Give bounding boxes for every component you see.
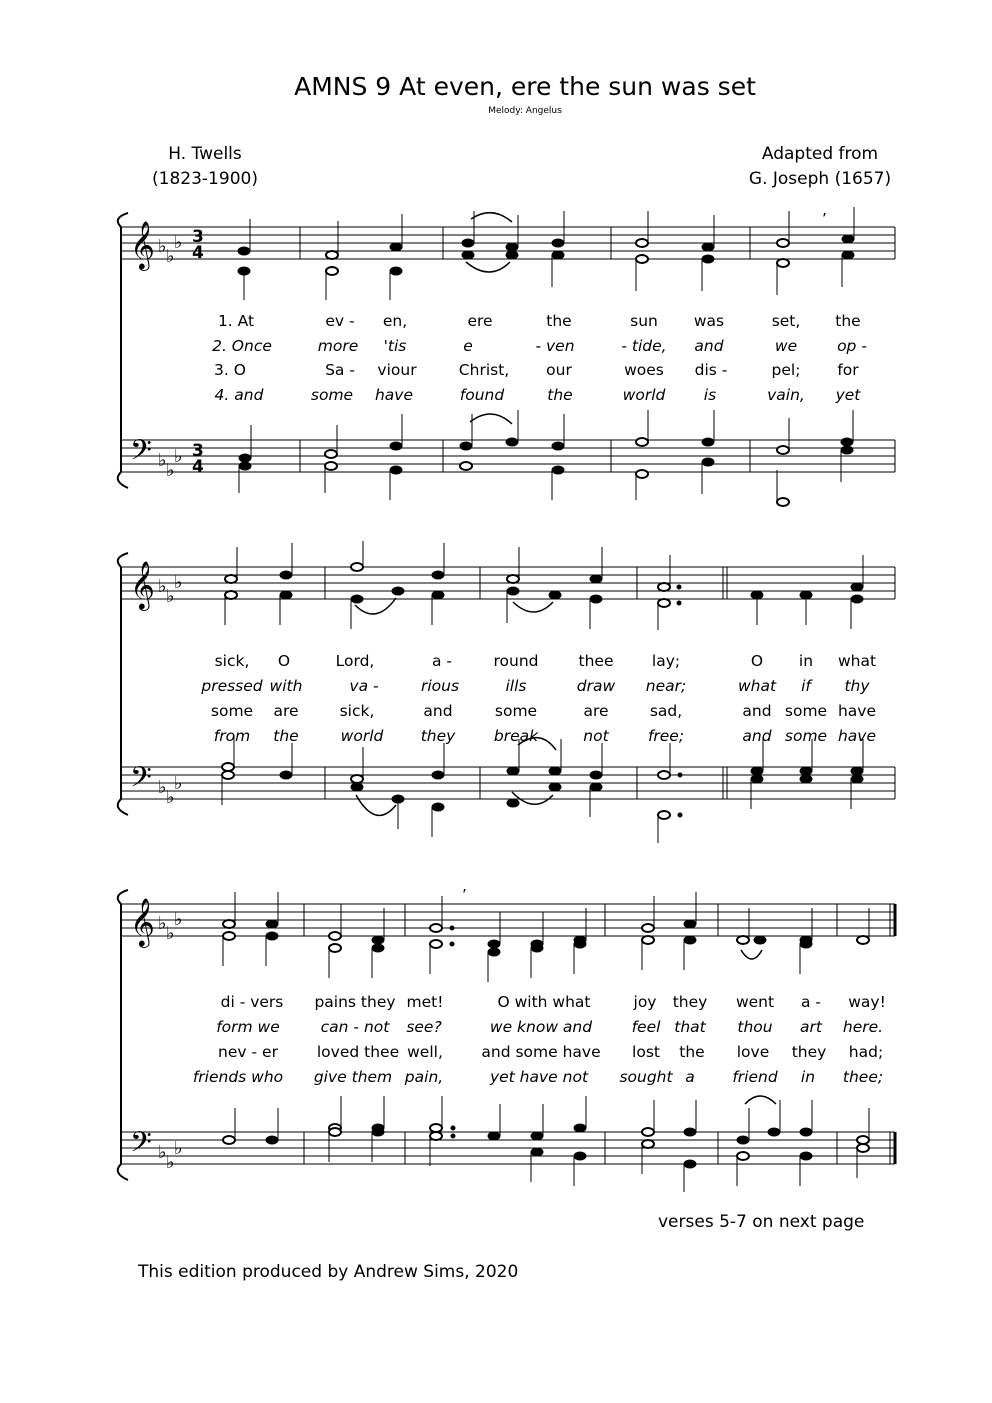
lyric: pain,	[404, 1068, 444, 1086]
lyric: a	[685, 1068, 695, 1086]
lyric: they	[420, 727, 456, 745]
lyric: lay;	[651, 652, 681, 670]
lyric: sun	[630, 312, 658, 330]
svg-text:♭: ♭	[166, 787, 175, 808]
svg-text:4: 4	[192, 243, 204, 263]
svg-text:𝄞: 𝄞	[130, 220, 155, 269]
lyric: thee	[578, 652, 614, 670]
lyric: pressed	[201, 677, 263, 695]
lyric: friends who	[192, 1068, 284, 1086]
svg-text:𝄢: 𝄢	[130, 1126, 152, 1166]
svg-text:♭: ♭	[158, 777, 167, 798]
lyric: are	[583, 702, 609, 720]
lyric: the	[547, 386, 573, 404]
lyric: thou	[737, 1018, 773, 1036]
composer-credit	[730, 142, 910, 192]
svg-text:♭: ♭	[174, 446, 183, 467]
lyric: O with what	[497, 993, 591, 1011]
lyric: well,	[407, 1043, 443, 1061]
lyric: va -	[349, 677, 379, 695]
lyric: can - not	[320, 1018, 390, 1036]
svg-text:♭: ♭	[166, 923, 175, 944]
author-credit	[120, 142, 290, 192]
lyric: 1. At	[217, 312, 255, 330]
lyric: went	[735, 993, 775, 1011]
lyric: we	[774, 337, 798, 355]
lyric: that	[674, 1018, 706, 1036]
lyric: sad,	[649, 702, 683, 720]
lyric: op -	[837, 337, 867, 355]
lyric: free;	[647, 727, 685, 745]
lyric: vain,	[767, 386, 805, 404]
lyric: have	[837, 702, 877, 720]
lyric: in	[798, 652, 814, 670]
svg-text:♭: ♭	[158, 913, 167, 934]
continuation-note: verses 5-7 on next page	[658, 1212, 865, 1232]
lyric: pains they	[314, 993, 396, 1011]
music-system-1	[0, 205, 992, 505]
lyric: with	[269, 677, 303, 695]
lyric: feel	[631, 1018, 661, 1036]
lyric: in	[800, 1068, 816, 1086]
lyric: woes	[624, 361, 664, 379]
svg-text:𝄢: 𝄢	[130, 761, 152, 801]
lyric: they	[791, 1043, 827, 1061]
lyric: near;	[645, 677, 687, 695]
lyric: Sa -	[325, 361, 355, 379]
lyric: and	[694, 337, 724, 355]
lyric: sought	[619, 1068, 673, 1086]
lyric: not	[583, 727, 609, 745]
lyric: some	[494, 702, 538, 720]
lyric: was	[693, 312, 725, 330]
author-name: H. Twells	[168, 144, 242, 164]
lyric: thy	[844, 677, 870, 695]
lyric: - tide,	[621, 337, 667, 355]
lyric: and	[423, 702, 453, 720]
svg-text:’: ’	[822, 210, 827, 228]
lyric: are	[273, 702, 299, 720]
svg-text:♭: ♭	[158, 236, 167, 257]
lyric: what	[737, 677, 777, 695]
lyric: some	[210, 702, 254, 720]
svg-text:♭: ♭	[174, 1138, 183, 1159]
author-dates: (1823-1900)	[152, 169, 258, 189]
lyric: viour	[377, 361, 417, 379]
lyric: nev - er	[218, 1043, 278, 1061]
svg-text:♭: ♭	[174, 773, 183, 794]
lyric: found	[459, 386, 505, 404]
lyric: ev -	[325, 312, 355, 330]
lyric: form we	[216, 1018, 280, 1036]
lyric: way!	[848, 993, 886, 1011]
lyric: yet have not	[489, 1068, 589, 1086]
svg-text:♭: ♭	[158, 576, 167, 597]
lyric: and	[742, 727, 772, 745]
lyric: have	[837, 727, 877, 745]
lyric: O	[750, 652, 764, 670]
edition-credit: This edition produced by Andrew Sims, 2020	[138, 1262, 519, 1282]
lyric: 2. Once	[212, 337, 272, 355]
lyric: round	[493, 652, 539, 670]
svg-text:♭: ♭	[166, 246, 175, 267]
svg-text:♭: ♭	[166, 1152, 175, 1173]
lyric: set,	[771, 312, 801, 330]
lyric: the	[273, 727, 299, 745]
svg-text:4: 4	[192, 457, 204, 477]
lyric: friend	[732, 1068, 778, 1086]
svg-text:♭: ♭	[166, 460, 175, 481]
lyric: e	[463, 337, 473, 355]
lyric: 3. O	[214, 361, 246, 379]
lyric: and	[742, 702, 772, 720]
lyric: dis -	[694, 361, 728, 379]
lyric: see?	[406, 1018, 442, 1036]
lyric: en,	[382, 312, 408, 330]
lyric: the	[679, 1043, 705, 1061]
composer-name: G. Joseph (1657)	[748, 169, 892, 189]
lyric: Lord,	[335, 652, 375, 670]
lyric: thee;	[842, 1068, 884, 1086]
lyric: what	[837, 652, 877, 670]
lyric: have	[374, 386, 414, 404]
lyric: draw	[576, 677, 616, 695]
svg-text:𝄢: 𝄢	[130, 434, 152, 474]
lyric: some	[310, 386, 354, 404]
svg-text:𝄞: 𝄞	[130, 897, 155, 946]
svg-text:♭: ♭	[166, 586, 175, 607]
svg-text:♭: ♭	[158, 450, 167, 471]
lyric: Christ,	[458, 361, 510, 379]
lyric: break	[493, 727, 539, 745]
lyric: for	[837, 361, 859, 379]
lyric: 'tis	[383, 337, 407, 355]
lyric: pel;	[771, 361, 801, 379]
lyric: ills	[505, 677, 527, 695]
lyric: O	[277, 652, 291, 670]
svg-text:𝄞: 𝄞	[130, 560, 155, 609]
lyric: loved thee	[316, 1043, 400, 1061]
lyric: the	[546, 312, 572, 330]
lyric: here.	[842, 1018, 884, 1036]
lyric: sick,	[214, 652, 250, 670]
lyric: some	[784, 702, 828, 720]
lyric: joy	[633, 993, 657, 1011]
lyric: 4. and	[214, 386, 264, 404]
svg-text:’: ’	[462, 886, 467, 904]
lyric: di - vers	[220, 993, 284, 1011]
svg-text:♭: ♭	[174, 909, 183, 930]
music-system-2	[0, 540, 992, 860]
melody-name: Melody: Angelus	[488, 106, 562, 116]
hymn-title: AMNS 9 At even, ere the sun was set	[294, 72, 756, 101]
music-system-3	[0, 880, 992, 1200]
lyric: the	[835, 312, 861, 330]
lyric: if	[801, 677, 811, 695]
svg-text:♭: ♭	[174, 232, 183, 253]
lyric: our	[546, 361, 572, 379]
lyric: - ven	[535, 337, 575, 355]
lyric: they	[672, 993, 708, 1011]
lyric: world	[622, 386, 666, 404]
svg-text:♭: ♭	[174, 572, 183, 593]
lyric: had;	[848, 1043, 884, 1061]
lyric: art	[800, 1018, 822, 1036]
lyric: met!	[406, 993, 444, 1011]
lyric: lost	[632, 1043, 660, 1061]
lyric: a -	[800, 993, 822, 1011]
lyric: from	[213, 727, 251, 745]
lyric: we know and	[489, 1018, 593, 1036]
lyric: some	[784, 727, 828, 745]
lyric: world	[340, 727, 384, 745]
lyric: sick,	[339, 702, 375, 720]
lyric: rious	[420, 677, 460, 695]
svg-text:3: 3	[192, 441, 204, 461]
lyric: ere	[467, 312, 493, 330]
lyric: is	[703, 386, 717, 404]
svg-text:3: 3	[192, 227, 204, 247]
lyric: and some have	[481, 1043, 601, 1061]
adapted-label: Adapted from	[761, 144, 879, 164]
lyric: love	[736, 1043, 770, 1061]
lyric: a -	[431, 652, 453, 670]
lyric: more	[317, 337, 359, 355]
svg-text:♭: ♭	[158, 1142, 167, 1163]
lyric: give them	[313, 1068, 393, 1086]
lyric: yet	[835, 386, 861, 404]
